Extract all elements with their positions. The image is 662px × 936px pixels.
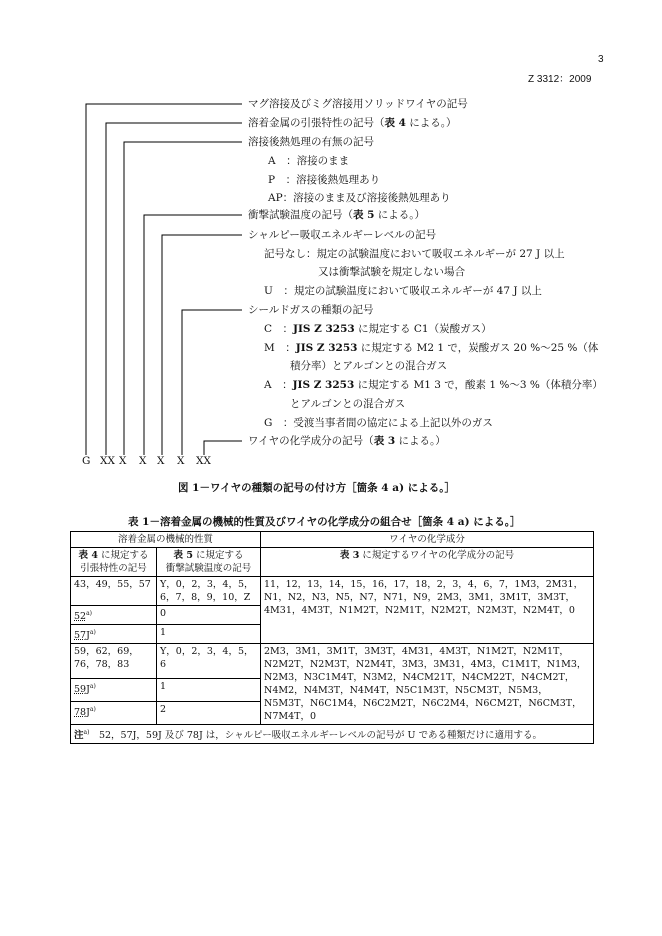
cell-impact: 1 xyxy=(157,679,261,702)
label-heat-a: A ：溶接のまま xyxy=(268,155,350,167)
bracket-line-heat xyxy=(124,142,242,455)
symbol-x-impact: X xyxy=(139,455,147,467)
label-gas-c: C ：JIS Z 3253 に規定する C1（炭酸ガス） xyxy=(264,323,492,335)
label-heat-ap: AP：溶接のまま及び溶接後熱処理あり xyxy=(268,192,451,204)
label-chem: ワイヤの化学成分の記号（表 3 による。） xyxy=(248,435,446,447)
bracket-line-impact xyxy=(144,215,242,455)
cell-impact: Y，0，2，3，4，5，6，7，8，9，10，Z xyxy=(157,577,261,606)
header-impact: 表 5 に規定する 衝撃試験温度の記号 xyxy=(157,548,261,577)
bracket-line-charpy xyxy=(162,235,242,455)
label-gas-g: G ：受渡当事者間の協定による上記以外のガス xyxy=(264,417,493,429)
cell-chem-group2: 2M3，3M1，3M1T，3M3T，4M31，4M3T，N1M2T，N2M1T，N2M2T，N2M3T，N2M4T，3M3，3M31，4M3，C1M1T，N1M3，N2M3，N3C1M4T，N3M2，N4CM21T，N4CM22T，N4CM2T，N4M2，N4M3T，N4M4T，N5C1M3T，N5CM3T，N5M3，N5M3T，N6C1M4，N6C2M2T，N6C2M4，N6CM2T，N6CM3T，N7M4T，0 xyxy=(261,644,594,725)
cell-tensile: $59J^{a)}$ xyxy=(71,679,157,702)
bracket-line-g xyxy=(86,104,242,455)
symbol-x-gas: X xyxy=(177,455,185,467)
cell-tensile: $78J^{a)}$ xyxy=(71,702,157,725)
cell-tensile: 43，49，55，57 xyxy=(71,577,157,606)
bracket-line-tensile xyxy=(106,123,242,455)
page-number: 3 xyxy=(598,54,604,65)
symbol-xx-chem: XX xyxy=(196,455,211,467)
table-row xyxy=(71,644,594,679)
label-shield-gas: シールドガスの種類の記号 xyxy=(248,304,374,316)
cell-tensile: 52$^{a)}$ xyxy=(71,606,157,625)
label-gas-m: M ：JIS Z 3253 に規定する M2 1 で，炭酸ガス 20 %～25 %（体 xyxy=(264,342,599,354)
standard-code: Z 3312：2009 xyxy=(528,74,592,85)
table-note: 注$^{a)}$ 52，57J，59J 及び 78J は，シャルピー吸収エネルギーレベルの記号が U である種類だけに適用する。 xyxy=(71,725,594,744)
label-charpy-u: U ：規定の試験温度において吸収エネルギーが 47 J 以上 xyxy=(264,285,542,297)
label-wire-symbol: マグ溶接及びミグ溶接用ソリッドワイヤの記号 xyxy=(248,98,468,110)
cell-impact: 2 xyxy=(157,702,261,725)
cell-impact: 1 xyxy=(157,625,261,644)
header-chem: ワイヤの化学成分 xyxy=(261,532,594,548)
label-gas-a-2: とアルゴンとの混合ガス xyxy=(290,398,406,410)
label-heat-treatment: 溶接後熱処理の有無の記号 xyxy=(248,136,374,148)
label-impact-temp: 衝撃試験温度の記号（表 5 による。） xyxy=(248,209,426,221)
cell-impact: 0 xyxy=(157,606,261,625)
table-subheader-row xyxy=(71,548,594,577)
bracket-line-chem xyxy=(204,441,242,455)
label-tensile: 溶着金属の引張特性の記号（表 4 による。） xyxy=(248,117,457,129)
cell-impact: Y，0，2，3，4，5，6 xyxy=(157,644,261,679)
label-charpy-none-2: 又は衝撃試験を規定しない場合 xyxy=(318,266,465,278)
label-heat-p: P ：溶接後熱処理あり xyxy=(268,174,381,186)
header-chem-symbol: 表 3 に規定するワイヤの化学成分の記号 xyxy=(261,548,594,577)
combination-table xyxy=(70,531,594,744)
label-gas-m-2: 積分率）とアルゴンとの混合ガス xyxy=(290,360,448,372)
table-header-row xyxy=(71,532,594,548)
bracket-line-gas xyxy=(182,310,242,455)
symbol-xx-tensile: XX xyxy=(100,455,115,467)
symbol-x-charpy: X xyxy=(157,455,165,467)
header-mech: 溶着金属の機械的性質 xyxy=(71,532,261,548)
header-tensile: 表 4 に規定する 引張特性の記号 xyxy=(71,548,157,577)
figure-caption: 図 1－ワイヤの種類の記号の付け方［箇条 4 a) による。］ xyxy=(178,482,455,494)
table-note-row xyxy=(71,725,594,744)
label-gas-a: A ：JIS Z 3253 に規定する M1 3 で，酸素 1 %～3 %（体積分率） xyxy=(264,379,603,391)
cell-tensile: $57J^{a)}$ xyxy=(71,625,157,644)
cell-chem-group1: 11，12，13，14，15，16，17，18，2，3，4，6，7，1M3，2M31，N1，N2，N3，N5，N7，N71，N9，2M3，3M1，3M1T，3M3T，4M31，4M3T，N1M2T，N2M1T，N2M2T，N2M3T，N2M4T，0 xyxy=(261,577,594,644)
symbol-g: G xyxy=(82,455,91,467)
table-caption: 表 1－溶着金属の機械的性質及びワイヤの化学成分の組合せ［箇条 4 a) による。］ xyxy=(128,516,521,528)
label-charpy-none: 記号なし：規定の試験温度において吸収エネルギーが 27 J 以上 xyxy=(264,248,565,260)
symbol-x-heat: X xyxy=(119,455,127,467)
label-charpy: シャルピー吸収エネルギーレベルの記号 xyxy=(248,229,437,241)
table-row xyxy=(71,577,594,606)
cell-tensile: 59，62，69，76，78，83 xyxy=(71,644,157,679)
